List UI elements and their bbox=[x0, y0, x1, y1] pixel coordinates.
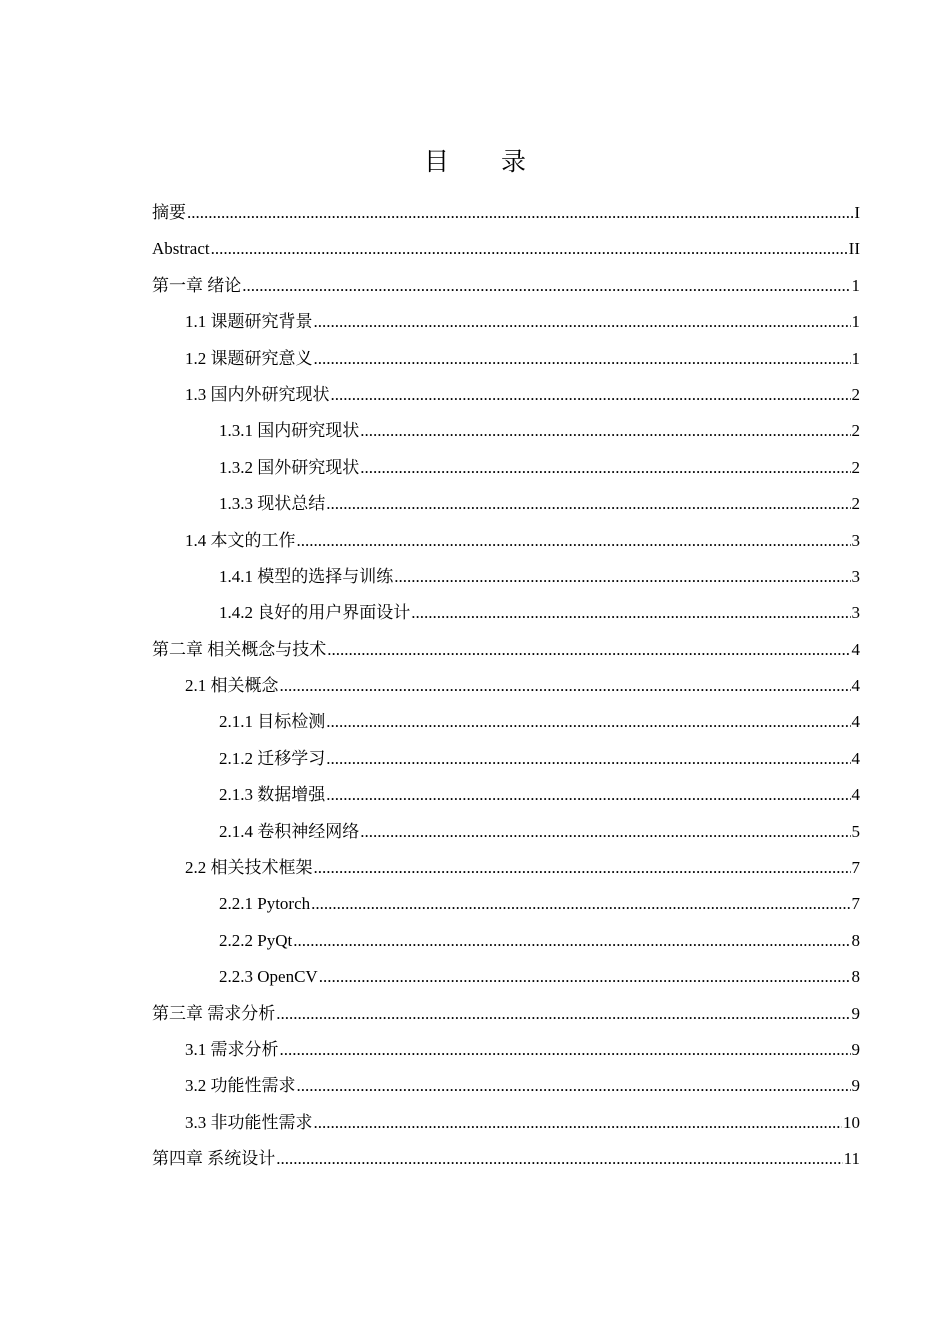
toc-entry[interactable] bbox=[152, 231, 860, 267]
toc-entry[interactable] bbox=[152, 1068, 860, 1104]
toc-leader-dots bbox=[187, 195, 853, 231]
toc-entry-label: 1.4.1 模型的选择与训练 bbox=[219, 566, 394, 586]
toc-title-left: 目 bbox=[423, 149, 449, 176]
toc-entry[interactable] bbox=[152, 450, 860, 486]
toc-entry-label: 2.2.1 Pytorch bbox=[219, 894, 311, 914]
toc-entry-label: 第三章 需求分析 bbox=[152, 1003, 276, 1023]
toc-leader-dots bbox=[293, 923, 850, 959]
toc-entry-label: 2.2 相关技术框架 bbox=[185, 858, 313, 878]
toc-entry[interactable] bbox=[152, 923, 860, 959]
toc-entry-label: 3.2 功能性需求 bbox=[185, 1076, 296, 1096]
toc-entry-page-number: 9 bbox=[851, 1003, 860, 1023]
toc-entry-page-number: 2 bbox=[851, 494, 860, 514]
toc-entry-label: 2.1.4 卷积神经网络 bbox=[219, 821, 360, 841]
toc-leader-dots bbox=[326, 704, 850, 740]
toc-entry[interactable] bbox=[152, 632, 860, 668]
toc-entry-label: 2.1 相关概念 bbox=[185, 676, 279, 696]
toc-entry[interactable] bbox=[152, 523, 860, 559]
toc-leader-dots bbox=[280, 1032, 851, 1068]
toc-leader-dots bbox=[326, 486, 850, 522]
toc-entry[interactable] bbox=[152, 777, 860, 813]
toc-entry[interactable] bbox=[152, 1141, 860, 1177]
toc-leader-dots bbox=[311, 886, 850, 922]
toc-entry-page-number: 2 bbox=[851, 457, 860, 477]
toc-entry[interactable] bbox=[152, 886, 860, 922]
toc-leader-dots bbox=[297, 1068, 851, 1104]
toc-leader-dots bbox=[360, 450, 850, 486]
toc-entry[interactable] bbox=[152, 268, 860, 304]
toc-entry-page-number: 8 bbox=[851, 930, 860, 950]
toc-leader-dots bbox=[276, 1141, 842, 1177]
toc-entry-page-number: II bbox=[848, 239, 860, 259]
toc-entry[interactable] bbox=[152, 814, 860, 850]
toc-entry-page-number: 4 bbox=[851, 676, 860, 696]
toc-entry-page-number: 7 bbox=[851, 894, 860, 914]
toc-entry[interactable] bbox=[152, 304, 860, 340]
toc-leader-dots bbox=[314, 341, 851, 377]
toc-leader-dots bbox=[297, 523, 851, 559]
toc-entry[interactable] bbox=[152, 195, 860, 231]
toc-entry-label: 2.2.2 PyQt bbox=[219, 930, 293, 950]
toc-entry[interactable] bbox=[152, 668, 860, 704]
toc-leader-dots bbox=[327, 632, 850, 668]
toc-entry-label: 2.1.1 目标检测 bbox=[219, 712, 326, 732]
toc-entry[interactable] bbox=[152, 559, 860, 595]
toc-leader-dots bbox=[326, 741, 850, 777]
toc-entry[interactable] bbox=[152, 959, 860, 995]
toc-entry[interactable] bbox=[152, 1032, 860, 1068]
toc-entry-page-number: 9 bbox=[851, 1076, 860, 1096]
toc-entry-page-number: 7 bbox=[851, 858, 860, 878]
toc-leader-dots bbox=[314, 850, 851, 886]
toc-entry-label: 第四章 系统设计 bbox=[152, 1149, 276, 1169]
toc-entry-page-number: 9 bbox=[851, 1039, 860, 1059]
toc-entry-label: 1.3 国内外研究现状 bbox=[185, 384, 330, 404]
toc-entry-label: 1.4 本文的工作 bbox=[185, 530, 296, 550]
toc-entry-page-number: I bbox=[854, 203, 860, 222]
toc-title bbox=[0, 146, 950, 180]
toc-entry-label: 2.1.2 迁移学习 bbox=[219, 748, 326, 768]
toc-entry[interactable] bbox=[152, 377, 860, 413]
toc-leader-dots bbox=[360, 413, 850, 449]
toc-leader-dots bbox=[319, 959, 851, 995]
toc-entry-label: Abstract bbox=[152, 239, 210, 259]
toc-title-right: 录 bbox=[501, 149, 527, 176]
toc-leader-dots bbox=[360, 814, 850, 850]
toc-entry[interactable] bbox=[152, 1105, 860, 1141]
toc-entry-label: 3.3 非功能性需求 bbox=[185, 1112, 313, 1132]
toc-leader-dots bbox=[331, 377, 851, 413]
toc-entry-page-number: 2 bbox=[851, 421, 860, 441]
table-of-contents bbox=[152, 195, 860, 1178]
toc-leader-dots bbox=[211, 231, 848, 267]
toc-leader-dots bbox=[394, 559, 850, 595]
toc-entry[interactable] bbox=[152, 850, 860, 886]
toc-entry-label: 2.1.3 数据增强 bbox=[219, 785, 326, 805]
toc-leader-dots bbox=[411, 595, 850, 631]
toc-entry-page-number: 11 bbox=[843, 1149, 860, 1169]
toc-leader-dots bbox=[314, 1105, 843, 1141]
toc-entry-page-number: 10 bbox=[843, 1112, 860, 1132]
toc-entry[interactable] bbox=[152, 595, 860, 631]
toc-entry-label: 第二章 相关概念与技术 bbox=[152, 639, 327, 659]
toc-entry-page-number: 4 bbox=[851, 748, 860, 768]
toc-entry[interactable] bbox=[152, 486, 860, 522]
toc-entry-page-number: 1 bbox=[851, 312, 860, 332]
toc-entry-label: 1.1 课题研究背景 bbox=[185, 312, 313, 332]
toc-entry-page-number: 5 bbox=[851, 821, 860, 841]
toc-entry-label: 第一章 绪论 bbox=[152, 275, 242, 295]
toc-leader-dots bbox=[276, 996, 850, 1032]
toc-leader-dots bbox=[326, 777, 850, 813]
toc-entry-page-number: 3 bbox=[851, 603, 860, 623]
toc-entry-page-number: 4 bbox=[851, 639, 860, 659]
toc-entry-page-number: 8 bbox=[851, 967, 860, 987]
toc-entry-page-number: 2 bbox=[851, 384, 860, 404]
toc-entry-label: 3.1 需求分析 bbox=[185, 1039, 279, 1059]
toc-entry-page-number: 1 bbox=[851, 275, 860, 295]
toc-entry-page-number: 3 bbox=[851, 566, 860, 586]
toc-leader-dots bbox=[280, 668, 851, 704]
toc-entry[interactable] bbox=[152, 413, 860, 449]
toc-entry-label: 1.3.1 国内研究现状 bbox=[219, 421, 360, 441]
toc-entry-page-number: 4 bbox=[851, 785, 860, 805]
toc-entry[interactable] bbox=[152, 704, 860, 740]
toc-leader-dots bbox=[242, 268, 850, 304]
toc-entry[interactable] bbox=[152, 996, 860, 1032]
toc-leader-dots bbox=[314, 304, 851, 340]
toc-entry-page-number: 1 bbox=[851, 348, 860, 368]
toc-entry[interactable] bbox=[152, 741, 860, 777]
toc-entry-page-number: 4 bbox=[851, 712, 860, 732]
toc-entry-label: 1.3.3 现状总结 bbox=[219, 494, 326, 514]
toc-entry-label: 1.4.2 良好的用户界面设计 bbox=[219, 603, 411, 623]
toc-entry-label: 1.3.2 国外研究现状 bbox=[219, 457, 360, 477]
toc-entry-label: 摘要 bbox=[152, 203, 186, 222]
toc-entry-page-number: 3 bbox=[851, 530, 860, 550]
toc-entry-label: 2.2.3 OpenCV bbox=[219, 967, 318, 987]
toc-entry[interactable] bbox=[152, 341, 860, 377]
toc-entry-label: 1.2 课题研究意义 bbox=[185, 348, 313, 368]
